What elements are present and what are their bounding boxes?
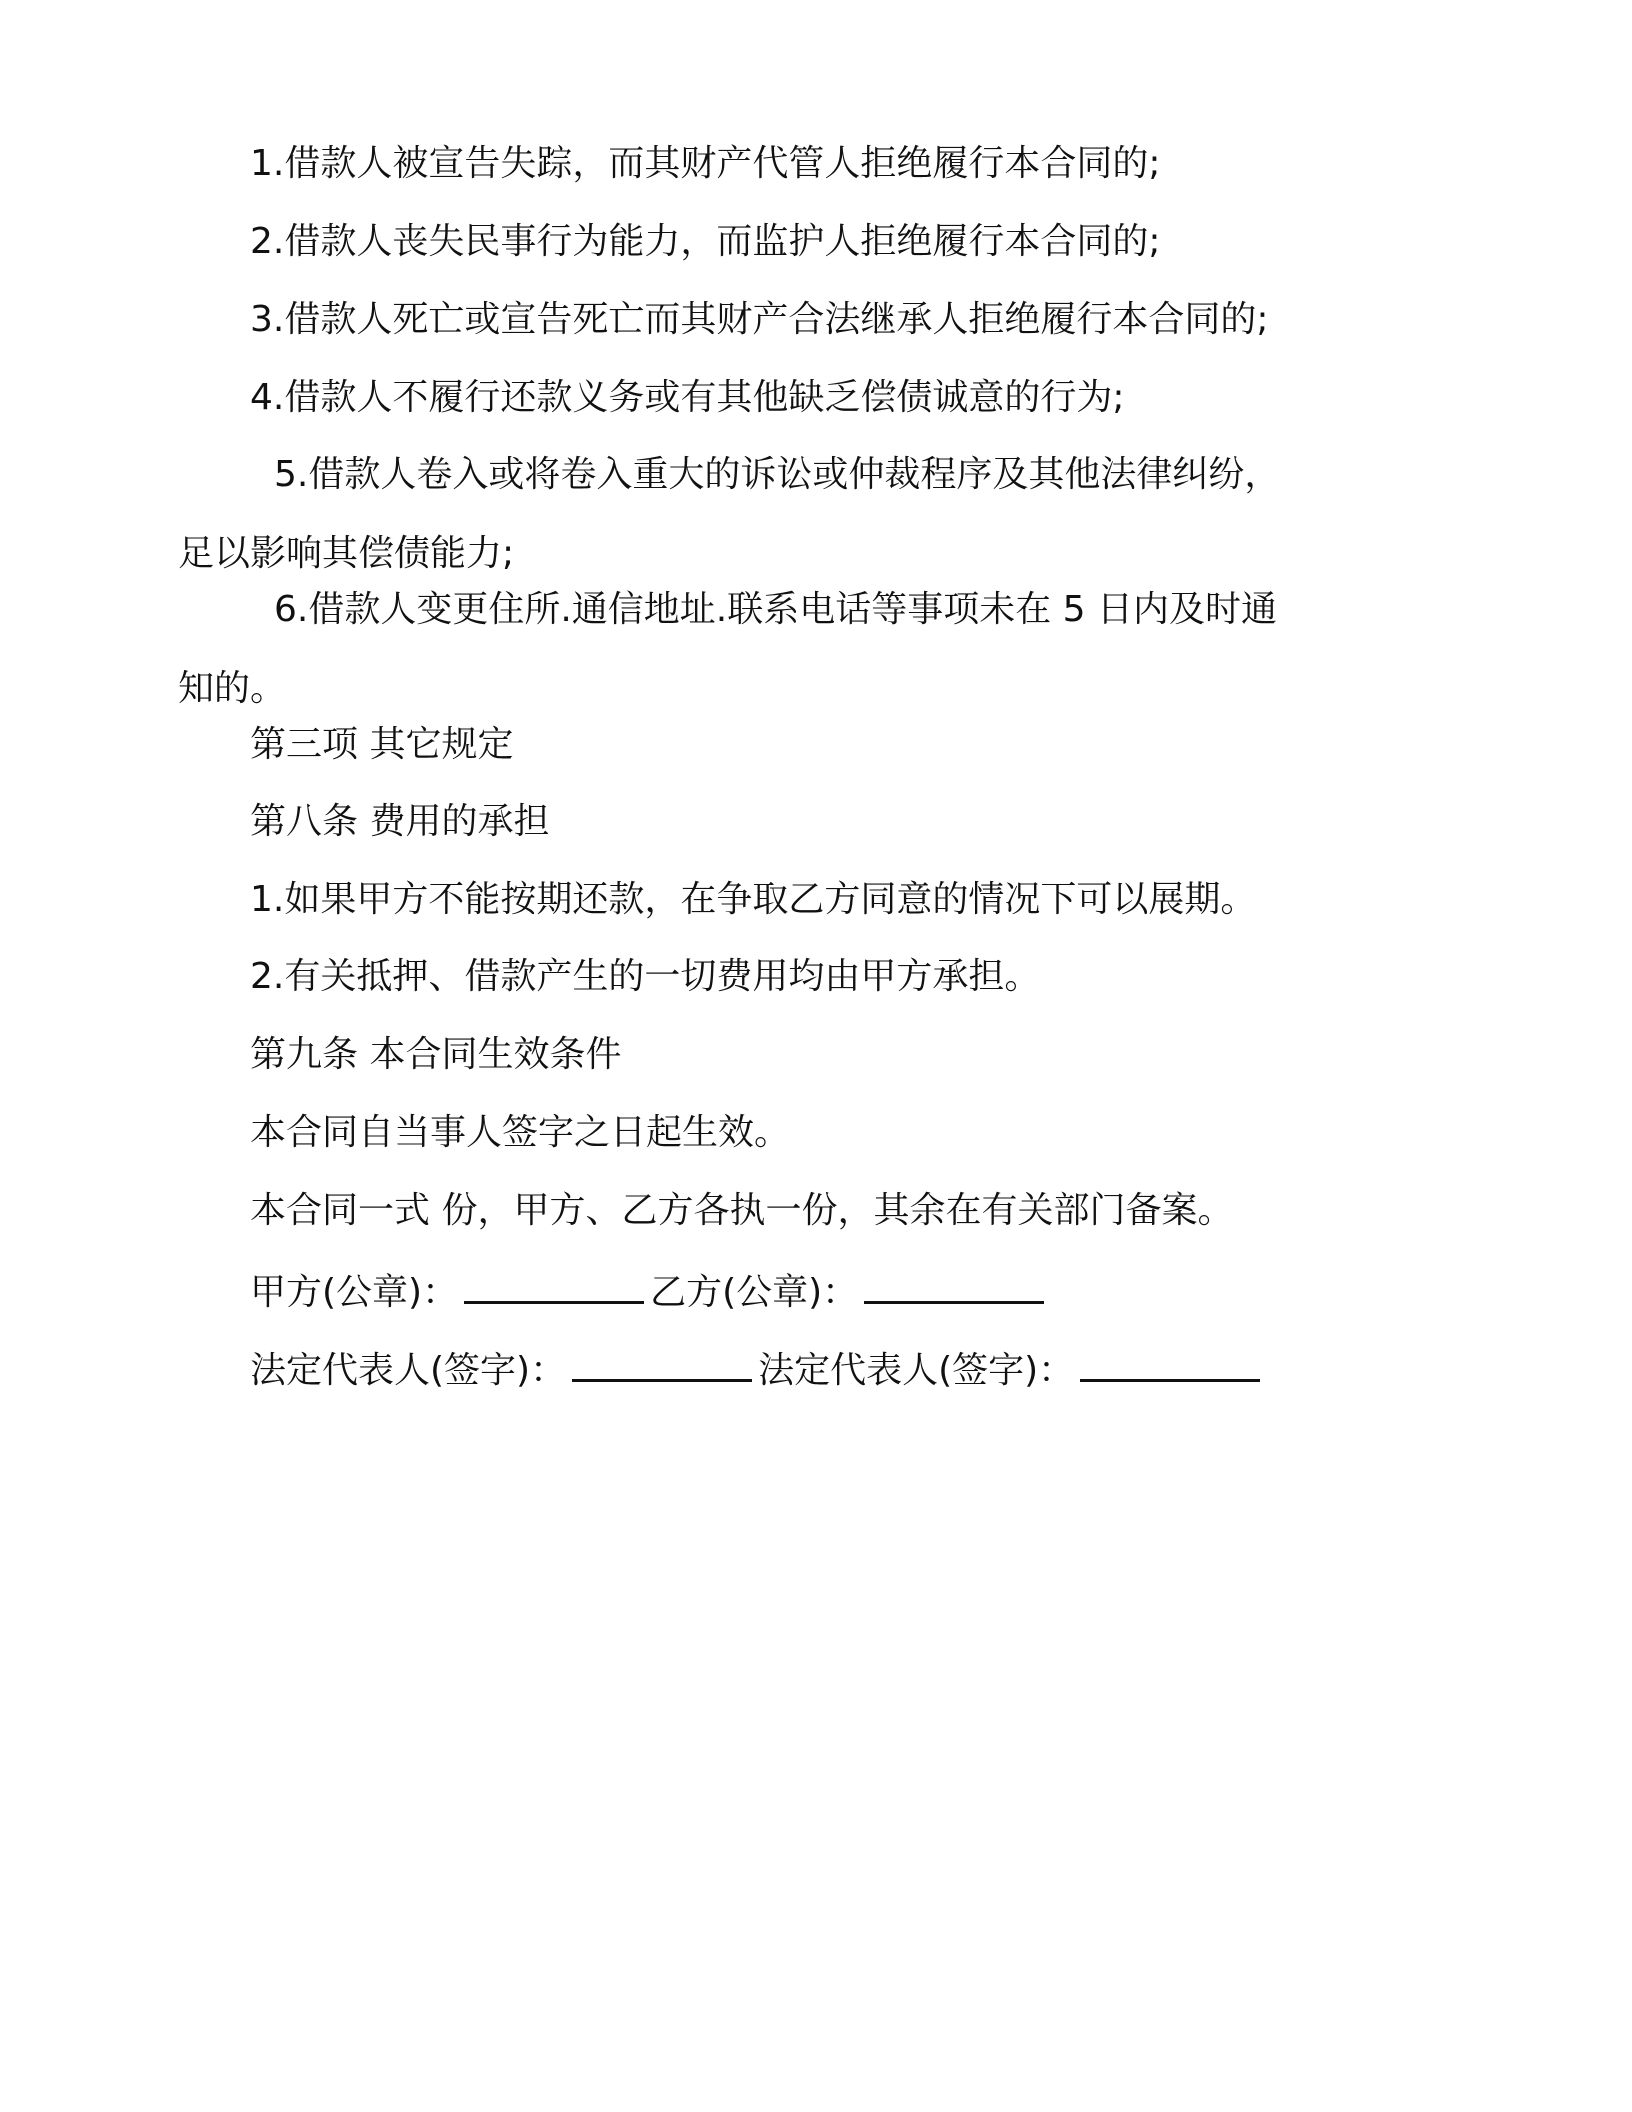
party-b-seal-label: 乙方(公章)：	[650, 1272, 859, 1313]
legal-rep-signature-line	[250, 1349, 1266, 1389]
article-9-copies: 本合同一式 份，甲方、乙方各执一份，其余在有关部门备案。	[250, 1190, 1234, 1231]
article-8-item-1: 1.如果甲方不能按期还款，在争取乙方同意的情况下可以展期。	[250, 879, 1257, 920]
clause-item-6	[178, 589, 1278, 709]
legal-rep-a-blank[interactable]	[572, 1349, 752, 1382]
clause-item-3: 3.借款人死亡或宣告死亡而其财产合法继承人拒绝履行本合同的;	[250, 299, 1269, 340]
article-9-effect: 本合同自当事人签字之日起生效。	[250, 1112, 791, 1153]
article-9-title: 第九条 本合同生效条件	[250, 1034, 622, 1075]
party-b-seal-blank[interactable]	[864, 1271, 1044, 1304]
clause-item-5-line-1: 5.借款人卷入或将卷入重大的诉讼或仲裁程序及其他法律纠纷，	[274, 454, 1281, 495]
article-8-title: 第八条 费用的承担	[250, 801, 550, 842]
clause-item-5-line-2: 足以影响其偿债能力;	[178, 533, 515, 574]
legal-rep-a-label: 法定代表人(签字)：	[250, 1350, 567, 1391]
clause-item-1: 1.借款人被宣告失踪，而其财产代管人拒绝履行本合同的;	[250, 143, 1161, 184]
article-8-item-2: 2.有关抵押、借款产生的一切费用均由甲方承担。	[250, 956, 1041, 997]
clause-item-2: 2.借款人丧失民事行为能力，而监护人拒绝履行本合同的;	[250, 221, 1161, 262]
party-a-seal-label: 甲方(公章)：	[250, 1272, 459, 1313]
clause-item-5	[178, 454, 1281, 574]
clause-item-6-line-1: 6.借款人变更住所.通信地址.联系电话等事项未在 5 日内及时通	[274, 589, 1278, 630]
legal-rep-b-blank[interactable]	[1080, 1349, 1260, 1382]
legal-rep-b-label: 法定代表人(签字)：	[758, 1350, 1075, 1391]
clause-item-6-line-2: 知的。	[178, 668, 287, 709]
party-a-seal-blank[interactable]	[464, 1271, 644, 1304]
seal-signature-line	[250, 1271, 1050, 1311]
clause-item-4: 4.借款人不履行还款义务或有其他缺乏偿债诚意的行为;	[250, 377, 1125, 418]
section-title: 第三项 其它规定	[250, 724, 514, 765]
